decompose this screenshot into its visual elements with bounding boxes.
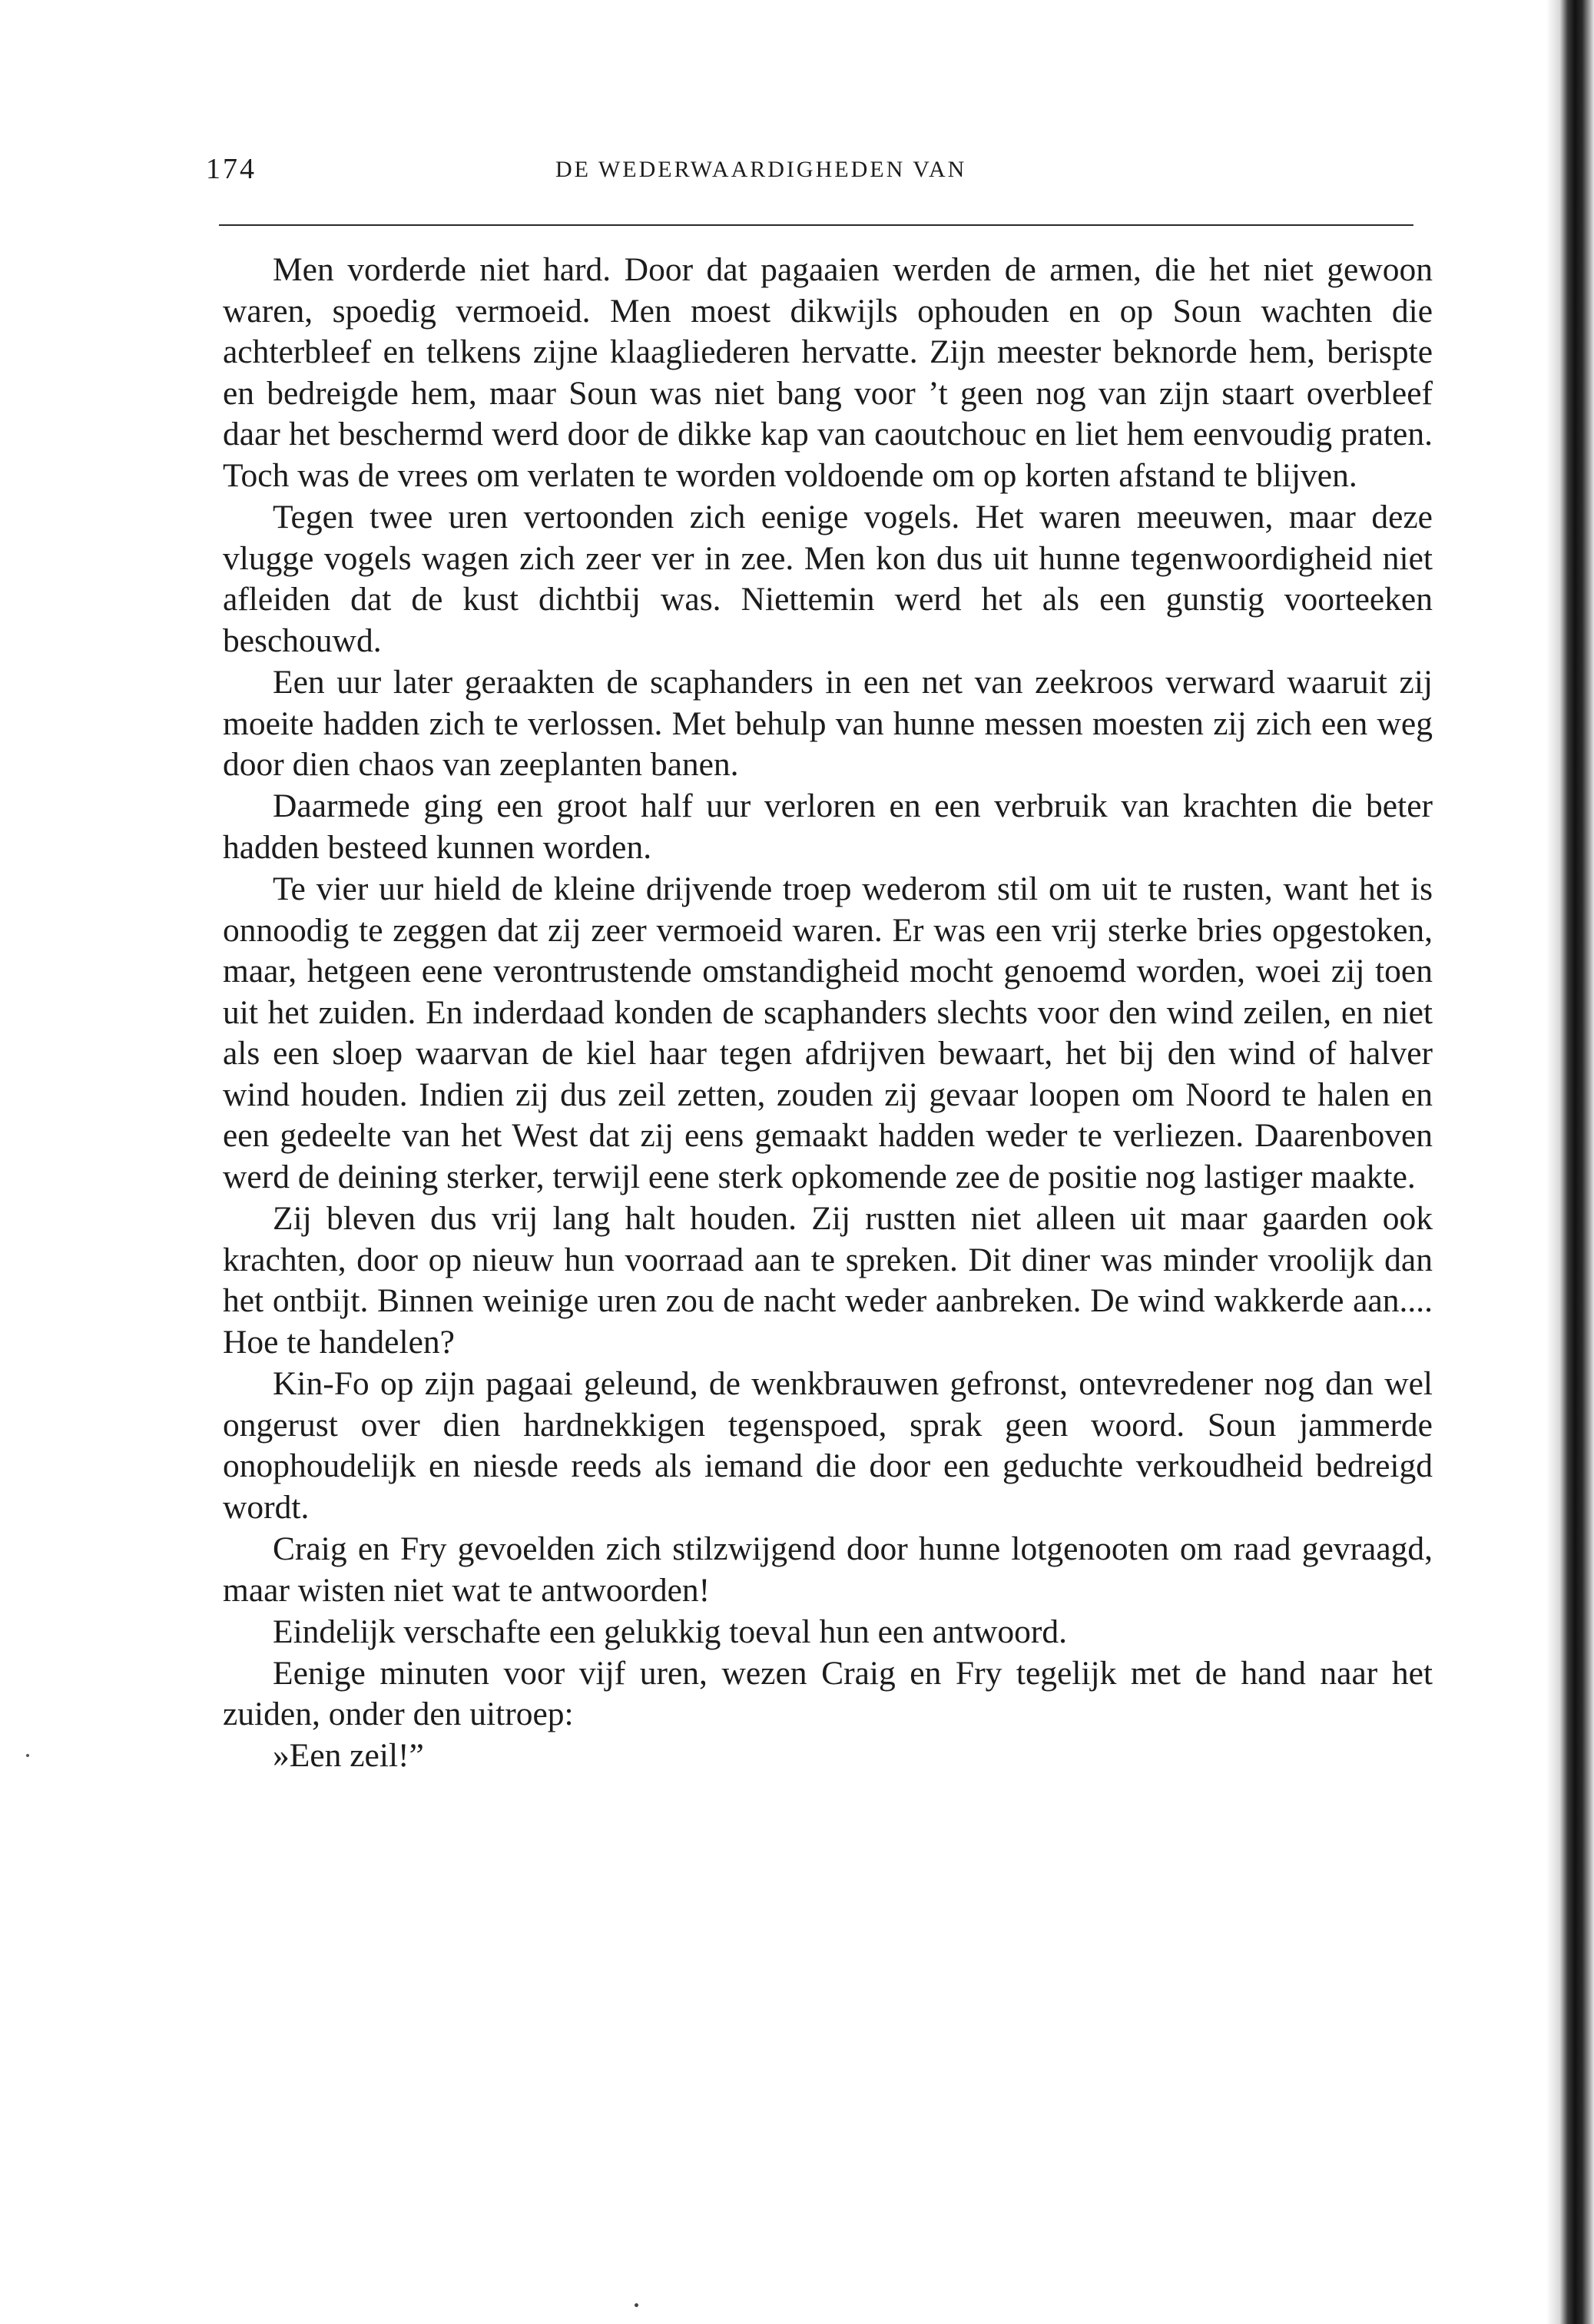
- paragraph: Een uur later geraakten de scaphanders in een net van zeekroos verward waaruit zij moeite hadden zich te verlossen. Met behulp van hunne messen moesten zij zich een weg door dien chaos van zeeplanten banen.: [223, 663, 1433, 784]
- scan-speck: [635, 2303, 638, 2307]
- paragraph: Tegen twee uren vertoonden zich eenige vogels. Het waren meeuwen, maar deze vlugge vogels wagen zich zeer ver in zee. Men kon dus uit hunne tegenwoordigheid niet afleiden dat de kust dichtbij was. Niettemin werd het als een gunstig voorteeken beschouwd.: [223, 499, 1433, 659]
- paragraph: Daarmede ging een groot half uur verloren en een verbruik van krachten die beter hadden besteed kunnen worden.: [223, 787, 1433, 866]
- header-rule: [219, 224, 1413, 226]
- paragraph: Zij bleven dus vrij lang halt houden. Zij rustten niet alleen uit maar gaarden ook krachten, door op nieuw hun voorraad aan te spreken. Dit diner was minder vroolijk dan het ontbijt. Binnen weinige uren zou de nacht weder aanbreken. De wind wakkerde aan.... Hoe te handelen?: [223, 1200, 1433, 1361]
- body-text: [223, 250, 1433, 1777]
- paragraph: Kin-Fo op zijn pagaai geleund, de wenkbrauwen gefronst, ontevredener nog dan wel ongerust over dien hardnekkigen tegenspoed, sprak geen woord. Soun jammerde onophoudelijk en niesde reeds als iemand die door een geduchte verkoudheid bedreigd wordt.: [223, 1365, 1433, 1526]
- running-head: DE WEDERWAARDIGHEDEN VAN: [555, 157, 967, 182]
- paragraph: Men vorderde niet hard. Door dat pagaaien werden de armen, die het niet gewoon waren, spoedig vermoeid. Men moest dikwijls ophouden en op Soun wachten die achterbleef en telkens zijne klaagliederen hervatte. Zijn meester beknorde hem, berispte en bedreigde hem, maar Soun was niet bang voor ’t geen nog van zijn staart overbleef daar het beschermd werd door de dikke kap van caoutchouc en liet hem eenvoudig praten. Toch was de vrees om verlaten te worden voldoende om op korten afstand te blijven.: [223, 251, 1433, 494]
- paragraph: Te vier uur hield de kleine drijvende troep wederom stil om uit te rusten, want het is onnoodig te zeggen dat zij zeer vermoeid waren. Er was een vrij sterke bries opgestoken, maar, hetgeen eene verontrustende omstandigheid mocht genoemd worden, woei zij toen uit het zuiden. En inderdaad konden de scaphanders slechts voor den wind zeilen, en niet als een sloep waarvan de kiel haar tegen afdrijven bewaart, het bij den wind of halver wind houden. Indien zij dus zeil zetten, zouden zij gevaar loopen om Noord te halen en een gedeelte van het West dat zij eens gemaakt hadden weder te verliezen. Daarenboven werd de deining sterker, terwijl eene sterk opkomende zee de positie nog lastiger maakte.: [223, 870, 1433, 1196]
- paragraph: »Een zeil!”: [273, 1737, 424, 1775]
- page-header: [206, 152, 1412, 191]
- scan-speck: [26, 1754, 29, 1757]
- paragraph: Craig en Fry gevoelden zich stilzwijgend door hunne lotgenooten om raad gevraagd, maar wisten niet wat te antwoorden!: [223, 1530, 1433, 1609]
- paragraph: Eindelijk verschafte een gelukkig toeval hun een antwoord.: [273, 1613, 1067, 1650]
- page-number: 174: [206, 153, 257, 185]
- page-binding-edge: [1546, 0, 1594, 2324]
- paragraph: Eenige minuten voor vijf uren, wezen Craig en Fry tegelijk met de hand naar het zuiden, onder den uitroep:: [223, 1654, 1433, 1733]
